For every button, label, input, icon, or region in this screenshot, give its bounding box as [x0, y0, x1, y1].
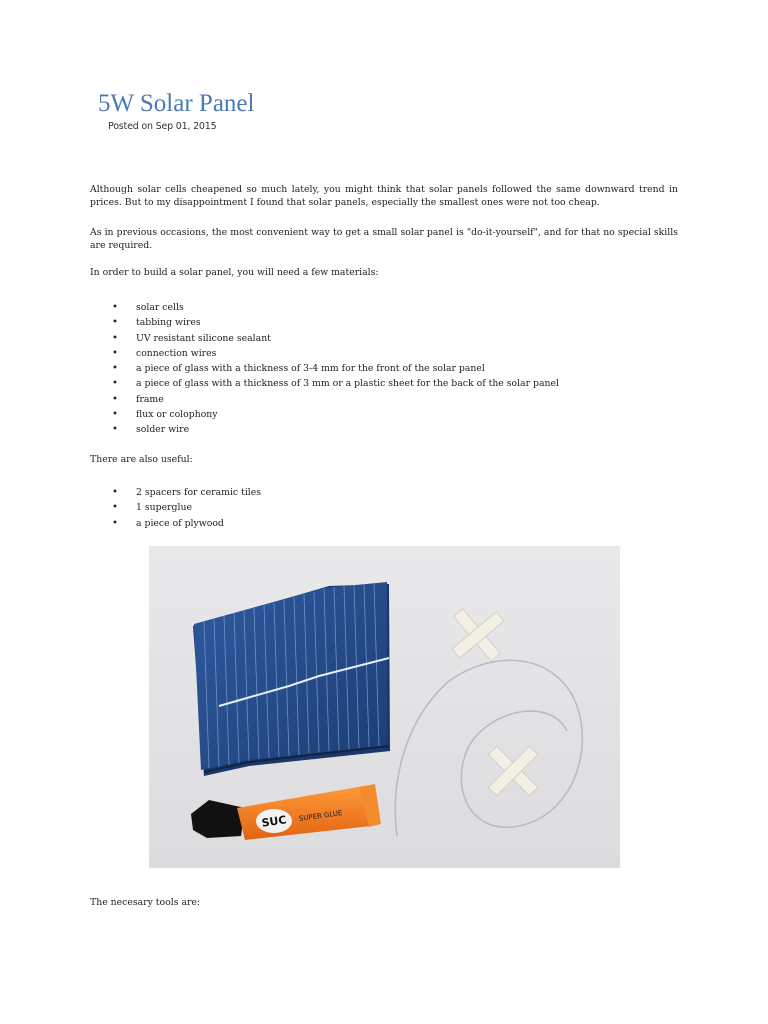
useful-list — [112, 485, 261, 531]
list-item: • connection wires — [112, 346, 559, 361]
materials-photo — [149, 546, 620, 868]
glue-brand: SUC — [260, 813, 288, 830]
list-item: • solder wire — [112, 422, 559, 437]
glue-label: SUPER GLUE — [298, 809, 343, 824]
list-item: • UV resistant silicone sealant — [112, 331, 559, 346]
list-item: • 2 spacers for ceramic tiles — [112, 485, 261, 500]
page-title: 5W Solar Panel — [98, 90, 255, 117]
materials-list — [112, 300, 559, 438]
list-item: • tabbing wires — [112, 315, 559, 330]
diy-paragraph: As in previous occasions, the most convenient way to get a small solar panel is "do-it-yourself", and for that no special skills are required. — [90, 227, 678, 251]
posted-date: Posted on Sep 01, 2015 — [108, 121, 217, 132]
list-item: • frame — [112, 392, 559, 407]
list-item: • a piece of glass with a thickness of 3-4 mm for the front of the solar panel — [112, 361, 559, 376]
list-item: • a piece of plywood — [112, 516, 261, 531]
useful-intro: There are also useful: — [90, 454, 193, 465]
list-item: • 1 superglue — [112, 500, 261, 515]
tools-intro: The necesary tools are: — [90, 897, 201, 908]
intro-paragraph: Although solar cells cheapened so much lately, you might think that solar panels followed the same downward trend in prices. But to my disappointment I found that solar panels, especially the smallest ones were not too cheap. — [90, 184, 678, 208]
list-item: • solar cells — [112, 300, 559, 315]
materials-intro: In order to build a solar panel, you will need a few materials: — [90, 267, 379, 278]
list-item: • flux or colophony — [112, 407, 559, 422]
list-item: • a piece of glass with a thickness of 3 mm or a plastic sheet for the back of the solar panel — [112, 376, 559, 391]
